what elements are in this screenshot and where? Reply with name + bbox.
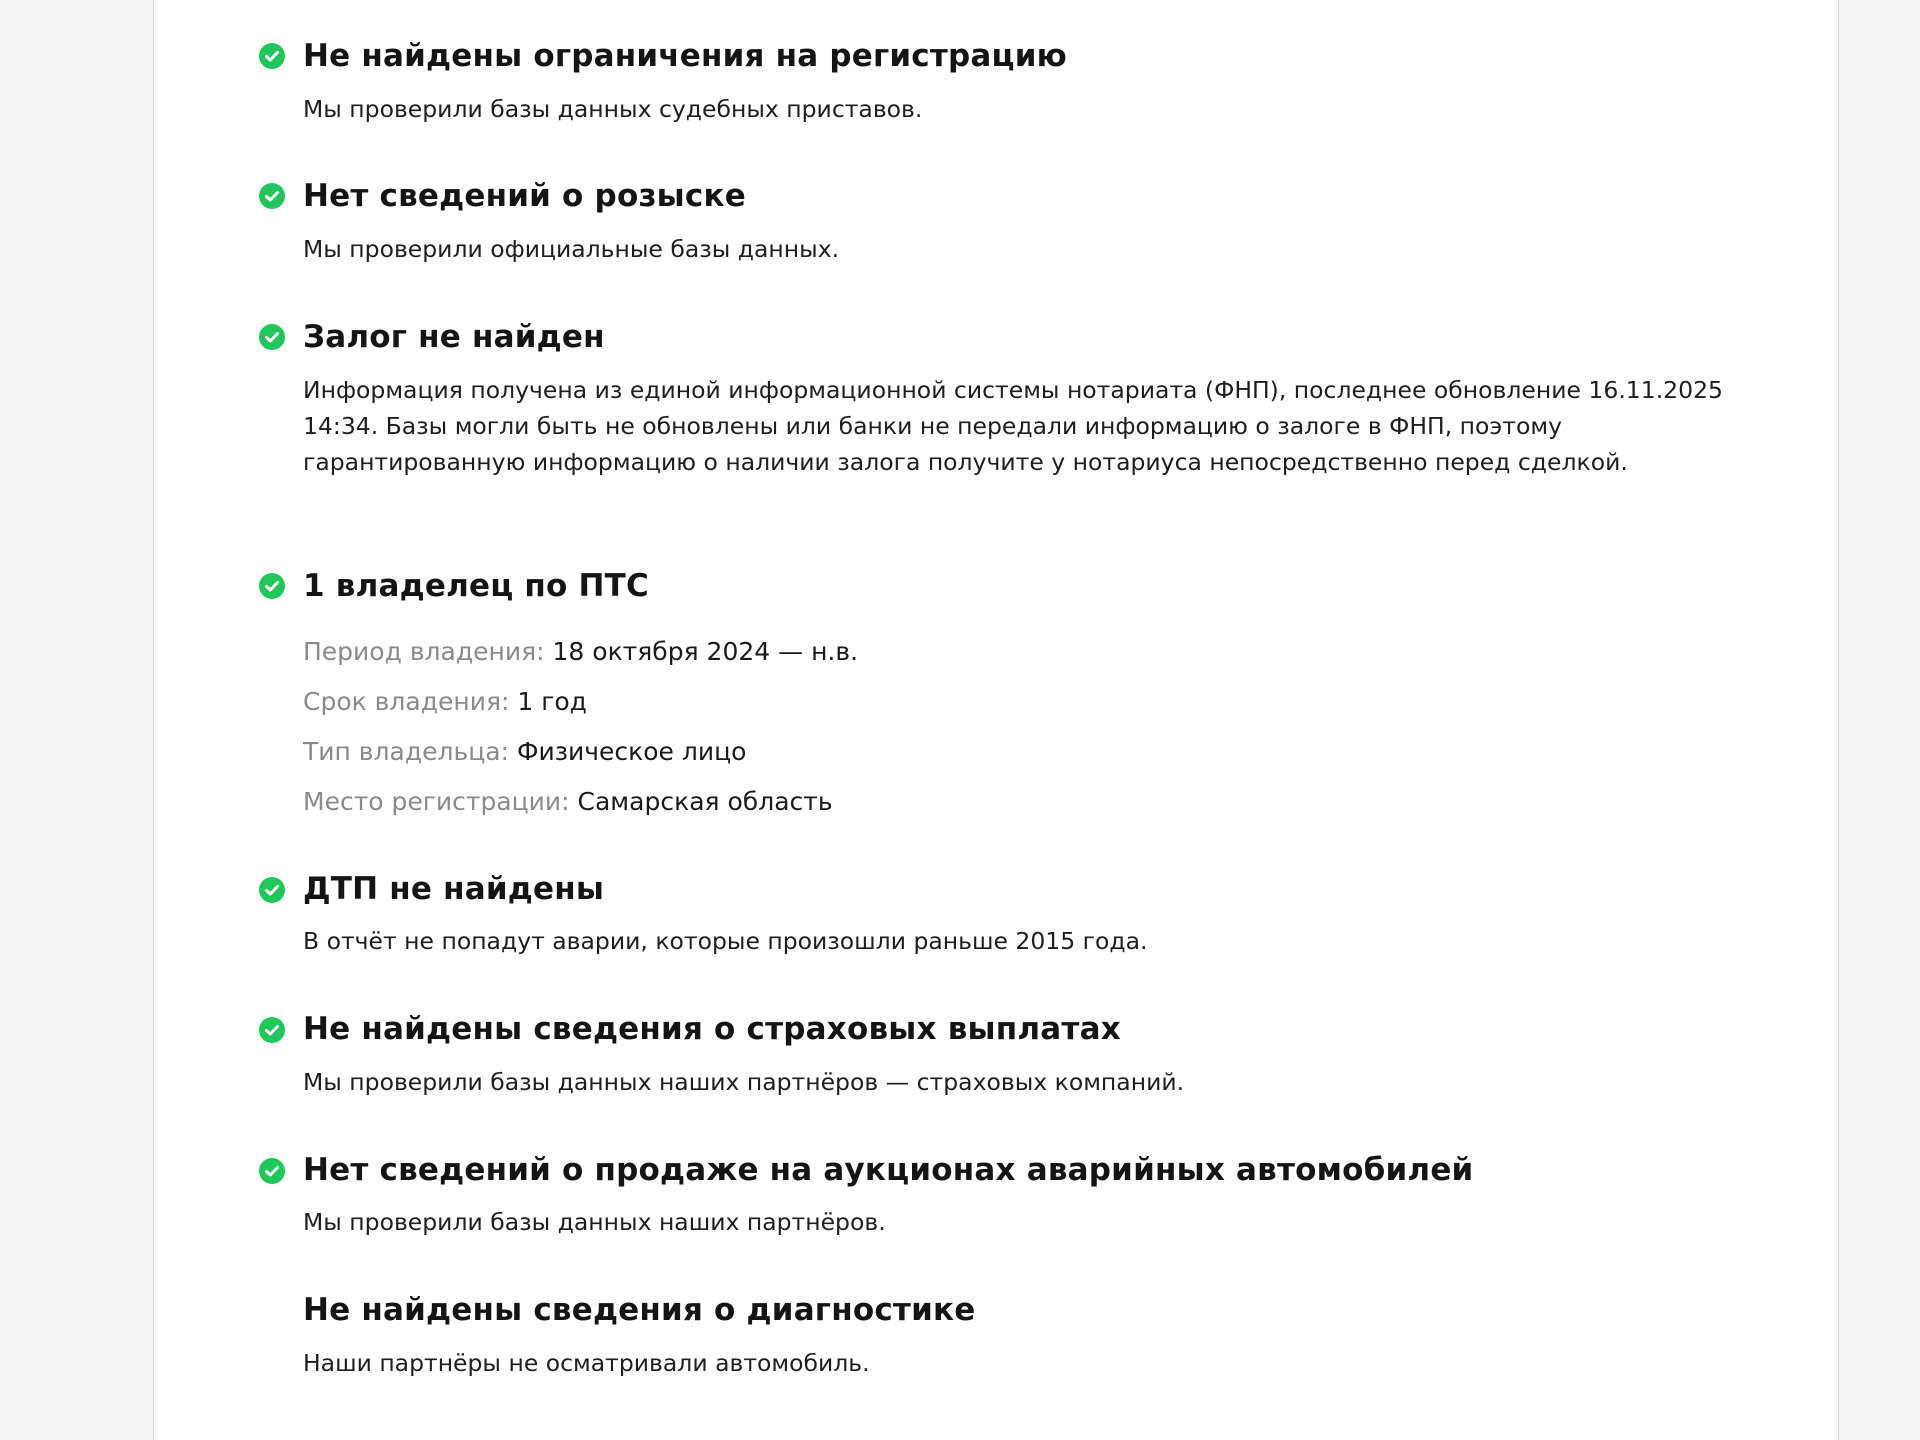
- owner-duration-value: 1 год: [517, 687, 587, 716]
- check-circle-icon: [259, 1158, 285, 1184]
- owner-duration-label: Срок владения:: [303, 687, 510, 716]
- check-circle-icon: [259, 1017, 285, 1043]
- check-title: Нет сведений о розыске: [303, 178, 746, 214]
- owner-period-label: Период владения:: [303, 637, 545, 666]
- check-circle-icon: [259, 183, 285, 209]
- owner-region-row: [303, 784, 833, 820]
- check-description: Наши партнёры не осматривали автомобиль.: [303, 1349, 870, 1377]
- owner-duration-row: [303, 684, 587, 720]
- check-circle-icon: [259, 877, 285, 903]
- check-circle-icon: [259, 43, 285, 69]
- check-description: Мы проверили базы данных наших партнёров.: [303, 1208, 886, 1236]
- check-title: Залог не найден: [303, 319, 605, 355]
- check-title: 1 владелец по ПТС: [303, 568, 649, 604]
- owner-region-label: Место регистрации:: [303, 787, 570, 816]
- owner-type-row: [303, 734, 746, 770]
- check-description: Мы проверили базы данных судебных приставов.: [303, 95, 923, 123]
- check-description: Мы проверили официальные базы данных.: [303, 235, 840, 263]
- owner-type-label: Тип владельца:: [303, 737, 509, 766]
- owner-period-value: 18 октября 2024 — н.в.: [552, 637, 859, 666]
- check-description: В отчёт не попадут аварии, которые произошли раньше 2015 года.: [303, 927, 1148, 955]
- owner-type-value: Физическое лицо: [516, 737, 747, 766]
- check-title: Не найдены сведения о диагностике: [303, 1292, 976, 1328]
- report-card: [153, 0, 1839, 1440]
- owner-period-row: [303, 634, 858, 670]
- check-circle-icon: [259, 573, 285, 599]
- check-title: Не найдены сведения о страховых выплатах: [303, 1011, 1121, 1047]
- check-circle-icon: [259, 324, 285, 350]
- check-description: Информация получена из единой информационной системы нотариата (ФНП), последнее обновление 16.11.2025 14:34. Базы могли быть не обновлены или банки не передали информацию о залоге в ФНП, поэтому гарантированную информацию о наличии залога получите у нотариуса непосредственно перед сделкой.: [303, 376, 1723, 476]
- check-title: ДТП не найдены: [303, 871, 605, 907]
- check-title: Нет сведений о продаже на аукционах аварийных автомобилей: [303, 1152, 1474, 1188]
- owner-region-value: Самарская область: [577, 787, 833, 816]
- check-title: Не найдены ограничения на регистрацию: [303, 38, 1067, 74]
- check-description: Мы проверили базы данных наших партнёров — страховых компаний.: [303, 1068, 1185, 1096]
